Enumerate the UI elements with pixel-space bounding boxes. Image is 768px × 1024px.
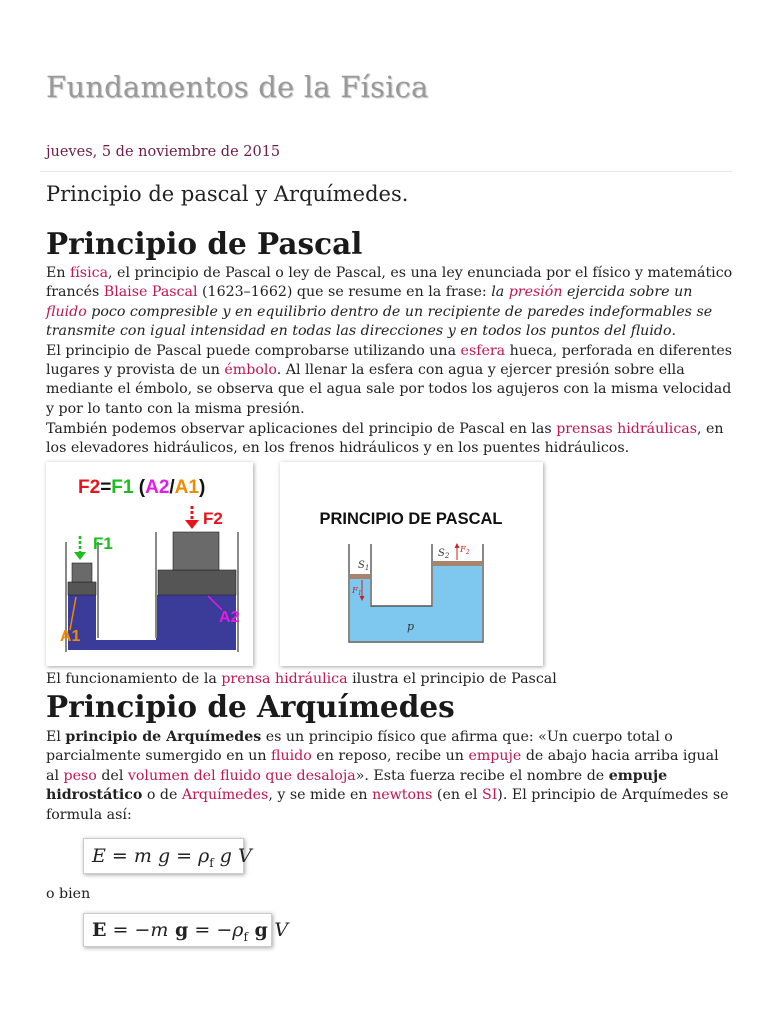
f-v: V — [237, 845, 252, 867]
large-piston-rod — [173, 532, 219, 570]
link-arquimedes[interactable]: Arquímedes — [181, 787, 269, 804]
link-fluido-text: fluido — [46, 303, 87, 320]
text: En — [46, 265, 71, 281]
f-g: g — [151, 845, 171, 867]
text: , el principio de Pascal o ley de Pascal, es una ley enunciada por el físico y matemático francés — [46, 265, 733, 301]
link-blaise-pascal[interactable]: Blaise Pascal — [103, 284, 198, 301]
link-volumen-fluido[interactable]: volumen del fluido que desaloja — [127, 767, 356, 784]
f-eq: = — [105, 845, 134, 867]
large-piston — [158, 570, 236, 595]
f-e: E — [92, 845, 106, 867]
text: en reposo, recibe un — [311, 748, 469, 765]
text: (en el — [432, 787, 482, 804]
f-g-vec: g — [168, 919, 189, 941]
f-g: g — [213, 845, 238, 867]
f-m: m — [150, 919, 169, 941]
text: (1623–1662) que se resume en la frase: — [197, 284, 492, 301]
text: ilustra el principio de Pascal — [347, 671, 557, 687]
text: . Al llenar la esfera con agua y ejercer presión sobre ella mediante el émbolo, se observa que el agua sale por todos los agujeros con la misma velocidad y por lo tanto con la misma presión. — [46, 362, 732, 417]
label-force-f2: $F_2$ — [460, 545, 470, 556]
label-force-f1: $F_1$ — [352, 586, 362, 597]
text: ». Esta fuerza recibe el nombre de — [355, 767, 609, 784]
figure-caption — [46, 670, 736, 689]
f-rho: ρ — [198, 845, 210, 867]
formula-f2: F2 — [78, 477, 101, 498]
heading-principio-arquimedes: Principio de Arquímedes — [46, 689, 455, 724]
formula-a1: A1 — [174, 477, 199, 498]
link-esfera[interactable]: esfera — [460, 342, 506, 359]
text: También podemos observar aplicaciones del principio de Pascal en las — [46, 421, 557, 437]
f-m: m — [133, 845, 152, 867]
text: o de — [142, 787, 182, 804]
link-presion-text: presión — [508, 284, 563, 301]
label-a1: A1 — [60, 628, 81, 645]
label-s1: $S_1$ — [358, 560, 370, 572]
f-eq: = — [170, 845, 199, 867]
label-f1: F1 — [93, 534, 113, 553]
text: ). El principio de Arquímedes se formula así: — [46, 787, 729, 823]
pascal-paragraph-1 — [46, 264, 736, 419]
figure-principio-pascal[interactable] — [280, 462, 543, 666]
post-title[interactable]: Principio de pascal y Arquímedes. — [46, 182, 409, 206]
formula-lp: ( — [133, 477, 146, 498]
small-piston-rod — [72, 563, 92, 582]
f-sub: f — [243, 929, 248, 944]
f-v: V — [274, 919, 289, 941]
link-peso[interactable]: peso — [63, 767, 97, 784]
link-prensa-hidraulica[interactable]: prensa hidráulica — [221, 671, 348, 687]
link-fisica[interactable]: física — [70, 265, 109, 281]
text-bold: empuje hidrostático — [46, 767, 668, 804]
formula-a2: A2 — [145, 477, 170, 498]
small-piston — [68, 582, 96, 595]
f-sub: f — [209, 855, 214, 870]
label-pressure-p: p — [407, 620, 415, 633]
figure-hydraulic-press[interactable] — [46, 462, 253, 666]
text: El principio de Pascal puede comprobarse utilizando una — [46, 342, 461, 359]
text: El funcionamiento de la — [46, 671, 222, 687]
text-italic: ejercida sobre un — [562, 284, 693, 301]
text: de abajo hacia arriba igual al — [46, 748, 719, 784]
text: , y se mide en — [268, 787, 373, 804]
text: es un principio físico que afirma que: «Un cuerpo total o parcialmente sumergido en un — [46, 729, 673, 765]
heading-principio-pascal: Principio de Pascal — [46, 226, 363, 261]
arquimedes-paragraph — [46, 728, 736, 825]
post-date: jueves, 5 de noviembre de 2015 — [46, 144, 281, 160]
text: El — [46, 729, 66, 745]
text-italic: poco compresible y en equilibrio dentro de un recipiente de paredes indeformables se transmite con igual intensidad en todas las direcciones y en todos los puntos del fluido — [46, 303, 713, 340]
f-g-vec: g — [247, 919, 275, 941]
link-si[interactable]: SI — [481, 787, 498, 804]
formula-empuje — [83, 838, 252, 874]
label-f2: F2 — [203, 509, 223, 528]
link-fluido[interactable] — [46, 304, 87, 320]
piston-s2 — [433, 561, 482, 566]
link-newtons[interactable]: newtons — [372, 787, 433, 804]
text: , en los elevadores hidráulicos, en los frenos hidráulicos y en los puentes hidráulicos. — [46, 421, 724, 457]
blog-title[interactable]: Fundamentos de la Física — [46, 70, 429, 104]
pascal-paragraph-3 — [46, 420, 736, 459]
f-rho: ρ — [232, 919, 244, 941]
text: del — [96, 767, 128, 784]
text: . — [671, 323, 676, 340]
link-prensas-hidraulicas[interactable]: prensas hidráulicas — [556, 421, 698, 437]
principio-pascal-diagram — [280, 462, 543, 666]
f-eq: = − — [188, 919, 233, 941]
formula-empuje-vector — [83, 913, 289, 947]
formula-eq: = — [100, 477, 112, 498]
label-s2: $S_2$ — [438, 548, 450, 560]
label-a2: A2 — [219, 609, 240, 626]
f-e-vec: E — [92, 919, 107, 941]
or-text: o bien — [46, 886, 91, 902]
text-italic: la — [491, 284, 509, 301]
date-divider — [40, 171, 732, 172]
formula-f1: F1 — [111, 477, 134, 498]
text-bold: principio de Arquímedes — [65, 729, 262, 745]
f-eq: = − — [106, 919, 151, 941]
hydraulic-press-diagram — [46, 462, 253, 666]
link-fluido-arq[interactable]: fluido — [271, 748, 312, 765]
press-formula — [78, 477, 205, 498]
link-empuje[interactable]: empuje — [468, 748, 522, 765]
text: hueca, perforada en diferentes lugares y provista de un — [46, 342, 733, 379]
link-embolo[interactable]: émbolo — [224, 362, 277, 379]
link-presion[interactable] — [509, 284, 563, 300]
piston-s1 — [350, 574, 370, 579]
formula-slash: / — [169, 477, 175, 498]
formula-rp: ) — [198, 477, 206, 498]
diagram-title: PRINCIPIO DE PASCAL — [319, 510, 503, 528]
